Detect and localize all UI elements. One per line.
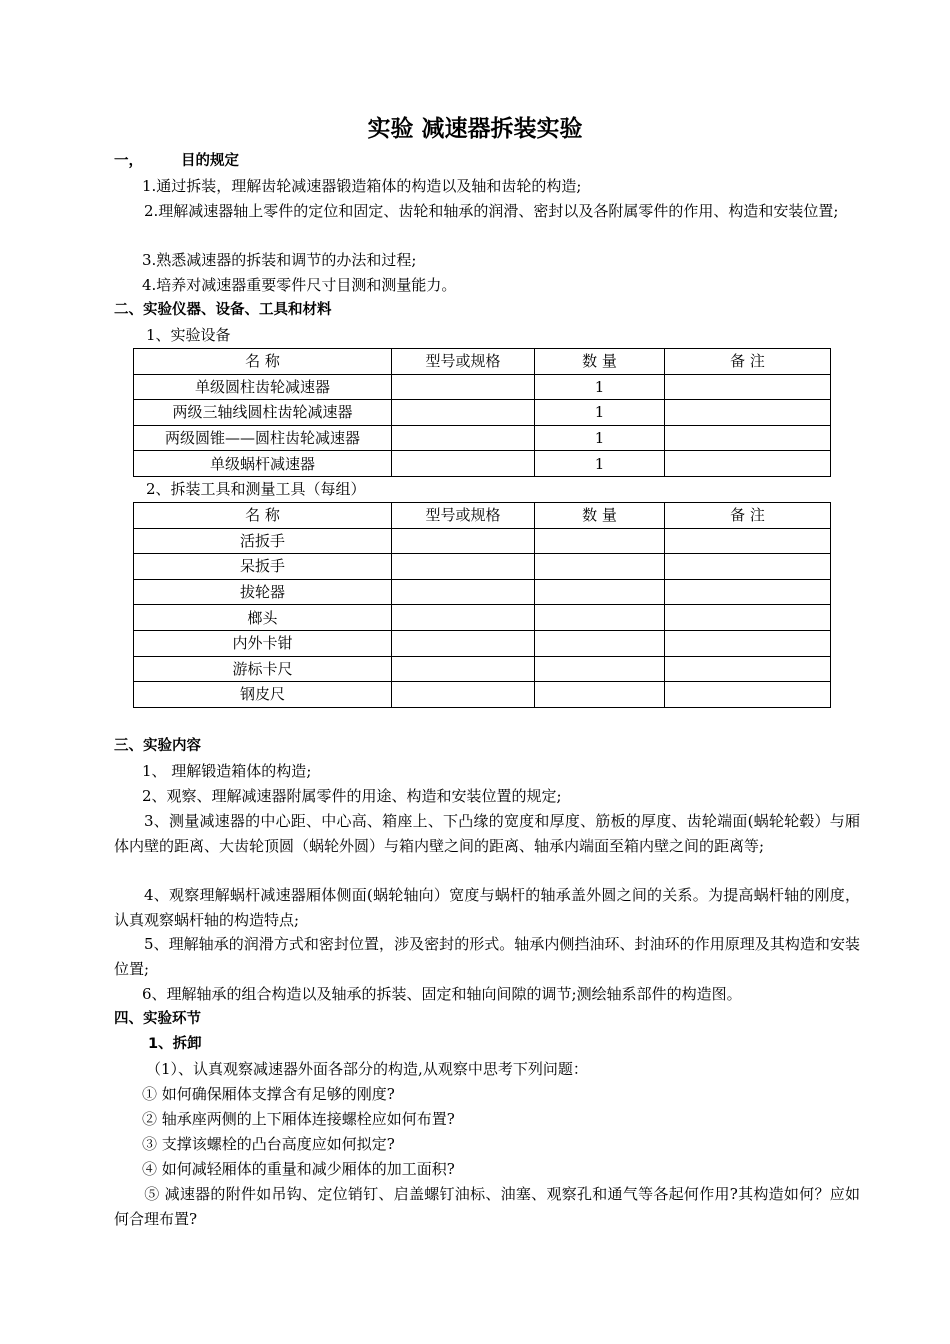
cell-name: 钢皮尺 bbox=[134, 682, 392, 708]
table-row bbox=[134, 400, 831, 426]
header-model: 型号或规格 bbox=[392, 503, 535, 529]
table-header-row bbox=[134, 349, 831, 375]
table-row bbox=[134, 579, 831, 605]
cell-name: 榔头 bbox=[134, 605, 392, 631]
table-row bbox=[134, 605, 831, 631]
section3-item-4 bbox=[114, 883, 860, 932]
cell-model bbox=[392, 425, 535, 451]
question-5-text: ⑤ 减速器的附件如吊钩、定位销钉、启盖螺钉油标、油塞、观察孔和通气等各起何作用?其构造如何？应如何合理布置? bbox=[114, 1185, 860, 1228]
cell-name: 两级圆锥——圆柱齿轮减速器 bbox=[134, 425, 392, 451]
section3-item-3-text: 3、测量减速器的中心距、中心高、箱座上、下凸缘的宽度和厚度、筋板的厚度、齿轮端面(蜗轮轮毂）与厢体内壁的距离、大齿轮顶圆（蜗轮外圆）与箱内壁之间的距离、轴承内端面至箱内壁之间的距离等; bbox=[114, 812, 860, 855]
section1-item-2 bbox=[114, 199, 860, 224]
section4-subheading: 1、拆卸 bbox=[148, 1036, 202, 1052]
cell-remarks bbox=[665, 656, 831, 682]
cell-model bbox=[392, 605, 535, 631]
cell-remarks bbox=[665, 682, 831, 708]
header-name: 名 称 bbox=[134, 503, 392, 529]
cell-remarks bbox=[665, 400, 831, 426]
tools-table bbox=[133, 502, 831, 708]
cell-quantity bbox=[535, 579, 665, 605]
question-1: ① 如何确保厢体支撑含有足够的刚度? bbox=[142, 1085, 395, 1103]
cell-name: 拔轮器 bbox=[134, 579, 392, 605]
cell-name: 游标卡尺 bbox=[134, 656, 392, 682]
section3-heading: 三、实验内容 bbox=[114, 738, 201, 754]
section3-item-5-text: 5、理解轴承的润滑方式和密封位置，涉及密封的形式。轴承内侧挡油环、封油环的作用原理及其构造和安装位置; bbox=[114, 935, 860, 978]
cell-remarks bbox=[665, 425, 831, 451]
table-row bbox=[134, 656, 831, 682]
header-name: 名 称 bbox=[134, 349, 392, 375]
cell-model bbox=[392, 579, 535, 605]
section1-item-3: 3.熟悉减速器的拆装和调节的办法和过程; bbox=[142, 251, 417, 269]
cell-quantity bbox=[535, 605, 665, 631]
question-5 bbox=[114, 1182, 860, 1231]
cell-quantity: 1 bbox=[535, 425, 665, 451]
table-row bbox=[134, 682, 831, 708]
section3-item-6: 6、理解轴承的组合构造以及轴承的拆装、固定和轴向间隙的调节;测绘轴系部件的构造图。 bbox=[142, 985, 742, 1003]
section3-item-4-text: 4、观察理解蜗杆减速器厢体侧面(蜗轮轴向）宽度与蜗杆的轴承盖外圆之间的关系。为提高蜗杆轴的刚度，认真观察蜗杆轴的构造特点; bbox=[114, 886, 860, 929]
cell-model bbox=[392, 374, 535, 400]
section4-heading: 四、实验环节 bbox=[114, 1011, 201, 1027]
header-quantity: 数 量 bbox=[535, 503, 665, 529]
table-row bbox=[134, 554, 831, 580]
section1-item-2-text: 2.理解减速器轴上零件的定位和固定、齿轮和轴承的润滑、密封以及各附属零件的作用、构造和安装位置; bbox=[144, 202, 839, 220]
section3-item-5 bbox=[114, 932, 860, 981]
header-remarks: 备 注 bbox=[665, 349, 831, 375]
section3-item-2: 2、观察、理解减速器附属零件的用途、构造和安装位置的规定; bbox=[142, 787, 562, 805]
question-4: ④ 如何减轻厢体的重量和减少厢体的加工面积? bbox=[142, 1160, 455, 1178]
table-header-row bbox=[134, 503, 831, 529]
table2-caption: 2、拆装工具和测量工具（每组） bbox=[146, 480, 366, 498]
section4-intro: （1）、认真观察减速器外面各部分的构造,从观察中思考下列问题： bbox=[146, 1060, 588, 1078]
cell-model bbox=[392, 451, 535, 477]
section3-item-1: 1、 理解锻造箱体的构造; bbox=[142, 762, 312, 780]
cell-name: 内外卡钳 bbox=[134, 630, 392, 656]
cell-remarks bbox=[665, 554, 831, 580]
equipment-table bbox=[133, 348, 831, 477]
header-remarks: 备 注 bbox=[665, 503, 831, 529]
question-3: ③ 支撑该螺栓的凸台高度应如何拟定? bbox=[142, 1135, 395, 1153]
cell-quantity: 1 bbox=[535, 400, 665, 426]
cell-name: 两级三轴线圆柱齿轮减速器 bbox=[134, 400, 392, 426]
header-model: 型号或规格 bbox=[392, 349, 535, 375]
cell-remarks bbox=[665, 451, 831, 477]
cell-quantity bbox=[535, 554, 665, 580]
cell-quantity: 1 bbox=[535, 451, 665, 477]
table-row bbox=[134, 451, 831, 477]
section1-item-1: 1.通过拆装，理解齿轮减速器锻造箱体的构造以及轴和齿轮的构造; bbox=[142, 177, 582, 195]
cell-remarks bbox=[665, 579, 831, 605]
section1-heading-number: 一， bbox=[114, 153, 143, 169]
cell-quantity bbox=[535, 656, 665, 682]
table-row bbox=[134, 528, 831, 554]
cell-model bbox=[392, 682, 535, 708]
table-row bbox=[134, 425, 831, 451]
cell-name: 单级圆柱齿轮减速器 bbox=[134, 374, 392, 400]
section1-item-4: 4.培养对减速器重要零件尺寸目测和测量能力。 bbox=[142, 276, 457, 294]
cell-remarks bbox=[665, 528, 831, 554]
cell-remarks bbox=[665, 605, 831, 631]
cell-name: 单级蜗杆减速器 bbox=[134, 451, 392, 477]
section2-heading: 二、实验仪器、设备、工具和材料 bbox=[114, 302, 332, 318]
table-row bbox=[134, 630, 831, 656]
cell-quantity bbox=[535, 682, 665, 708]
cell-quantity bbox=[535, 630, 665, 656]
cell-name: 活扳手 bbox=[134, 528, 392, 554]
cell-quantity bbox=[535, 528, 665, 554]
table-row bbox=[134, 374, 831, 400]
cell-model bbox=[392, 554, 535, 580]
section1-heading: 目的规定 bbox=[181, 153, 239, 169]
question-2: ② 轴承座两侧的上下厢体连接螺栓应如何布置? bbox=[142, 1110, 455, 1128]
cell-remarks bbox=[665, 630, 831, 656]
table1-caption: 1、实验设备 bbox=[146, 326, 231, 344]
cell-remarks bbox=[665, 374, 831, 400]
section3-item-3 bbox=[114, 809, 860, 858]
cell-model bbox=[392, 656, 535, 682]
document-title: 实验 减速器拆装实验 bbox=[367, 116, 583, 142]
header-quantity: 数 量 bbox=[535, 349, 665, 375]
cell-model bbox=[392, 528, 535, 554]
cell-model bbox=[392, 400, 535, 426]
cell-quantity: 1 bbox=[535, 374, 665, 400]
cell-name: 呆扳手 bbox=[134, 554, 392, 580]
cell-model bbox=[392, 630, 535, 656]
